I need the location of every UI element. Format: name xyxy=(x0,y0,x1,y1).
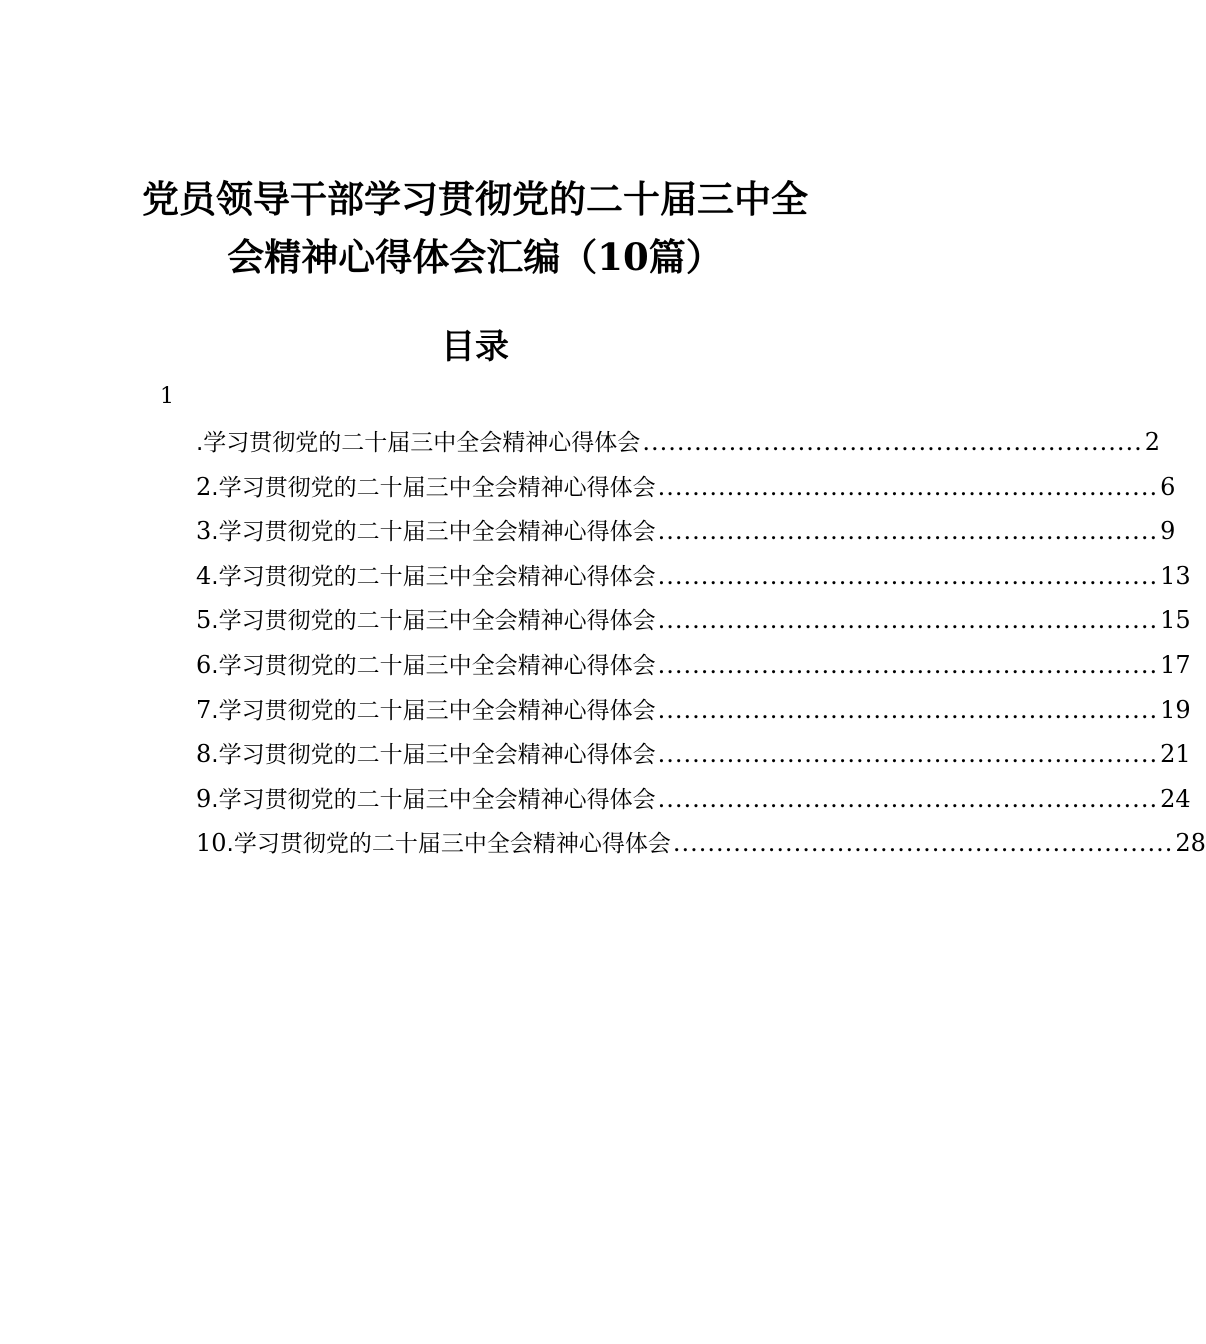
toc-item-number: 6 xyxy=(196,650,212,679)
toc-item-label xyxy=(196,511,656,552)
toc-item[interactable] xyxy=(196,779,1191,824)
toc-item-label xyxy=(196,422,640,463)
toc-item-leader: .......................................................... xyxy=(657,784,1159,813)
toc-item-leader: .......................................................... xyxy=(657,606,1159,635)
toc-item-page: 28 xyxy=(1175,829,1206,858)
toc-item[interactable] xyxy=(196,467,1176,512)
toc-item-text: .学习贯彻党的二十届三中全会精神心得体会 xyxy=(211,697,656,724)
toc-item-label xyxy=(196,556,656,597)
toc-item-page: 13 xyxy=(1160,561,1191,590)
toc-item-number: 10 xyxy=(196,829,227,858)
toc-item-leader: .......................................................... xyxy=(657,695,1159,724)
toc-item-text: .学习贯彻党的二十届三中全会精神心得体会 xyxy=(211,742,656,769)
toc-item-number: 2 xyxy=(196,472,212,501)
toc-item-page: 21 xyxy=(1160,740,1191,769)
toc-item-page: 24 xyxy=(1160,784,1191,813)
toc-item-page: 6 xyxy=(1160,472,1176,501)
toc-item-page: 9 xyxy=(1160,517,1176,546)
toc-item[interactable] xyxy=(196,645,1191,690)
toc-item-number: 9 xyxy=(196,784,212,813)
toc-item-leader: .......................................................... xyxy=(672,829,1174,858)
toc-item-page: 17 xyxy=(1160,650,1191,679)
toc-item-number: 3 xyxy=(196,517,212,546)
toc-item-label xyxy=(196,779,656,820)
toc-item-leader: .......................................................... xyxy=(642,428,1143,456)
toc-item-number: 8 xyxy=(196,740,212,769)
toc-item-text: .学习贯彻党的二十届三中全会精神心得体会 xyxy=(211,652,656,679)
toc-item-leader: .......................................................... xyxy=(657,740,1159,769)
toc-item-text: .学习贯彻党的二十届三中全会精神心得体会 xyxy=(211,608,656,635)
toc-item-number: 7 xyxy=(196,695,212,724)
toc-item-number: 5 xyxy=(196,606,212,635)
toc-item-text: .学习贯彻党的二十届三中全会精神心得体会 xyxy=(211,474,656,501)
toc-item-leader: .......................................................... xyxy=(657,517,1159,546)
stray-number: 1 xyxy=(160,384,174,409)
toc-item-text: .学习贯彻党的二十届三中全会精神心得体会 xyxy=(196,430,641,456)
toc-item-text: .学习贯彻党的二十届三中全会精神心得体会 xyxy=(211,563,656,590)
table-of-contents xyxy=(196,422,1206,868)
toc-item-label xyxy=(196,600,656,641)
toc-heading: 目录 xyxy=(441,327,509,367)
document-title-line-1: 党员领导干部学习贯彻党的二十届三中全 xyxy=(142,177,808,221)
toc-item-label xyxy=(196,645,656,686)
toc-item[interactable] xyxy=(196,600,1191,645)
toc-item-page: 2 xyxy=(1144,428,1161,456)
toc-item[interactable] xyxy=(196,823,1206,868)
toc-item-label xyxy=(196,734,656,775)
toc-item-label xyxy=(196,690,656,731)
toc-item-text: .学习贯彻党的二十届三中全会精神心得体会 xyxy=(226,831,671,858)
toc-item[interactable] xyxy=(196,511,1176,556)
toc-item-leader: .......................................................... xyxy=(657,650,1159,679)
toc-item-page: 15 xyxy=(1160,606,1191,635)
document-title xyxy=(120,170,830,286)
document-title-line-2: 会精神心得体会汇编（10篇） xyxy=(227,235,723,279)
toc-item-text: .学习贯彻党的二十届三中全会精神心得体会 xyxy=(211,786,656,813)
toc-item-page: 19 xyxy=(1160,695,1191,724)
toc-item-label xyxy=(196,823,671,864)
toc-item-number: 4 xyxy=(196,561,212,590)
toc-item-leader: .......................................................... xyxy=(657,561,1159,590)
toc-item[interactable] xyxy=(196,690,1191,735)
toc-item[interactable] xyxy=(196,422,1161,467)
toc-item[interactable] xyxy=(196,734,1191,779)
toc-item-label xyxy=(196,467,656,508)
toc-item-text: .学习贯彻党的二十届三中全会精神心得体会 xyxy=(211,519,656,546)
toc-item-leader: .......................................................... xyxy=(657,472,1159,501)
toc-item[interactable] xyxy=(196,556,1191,601)
